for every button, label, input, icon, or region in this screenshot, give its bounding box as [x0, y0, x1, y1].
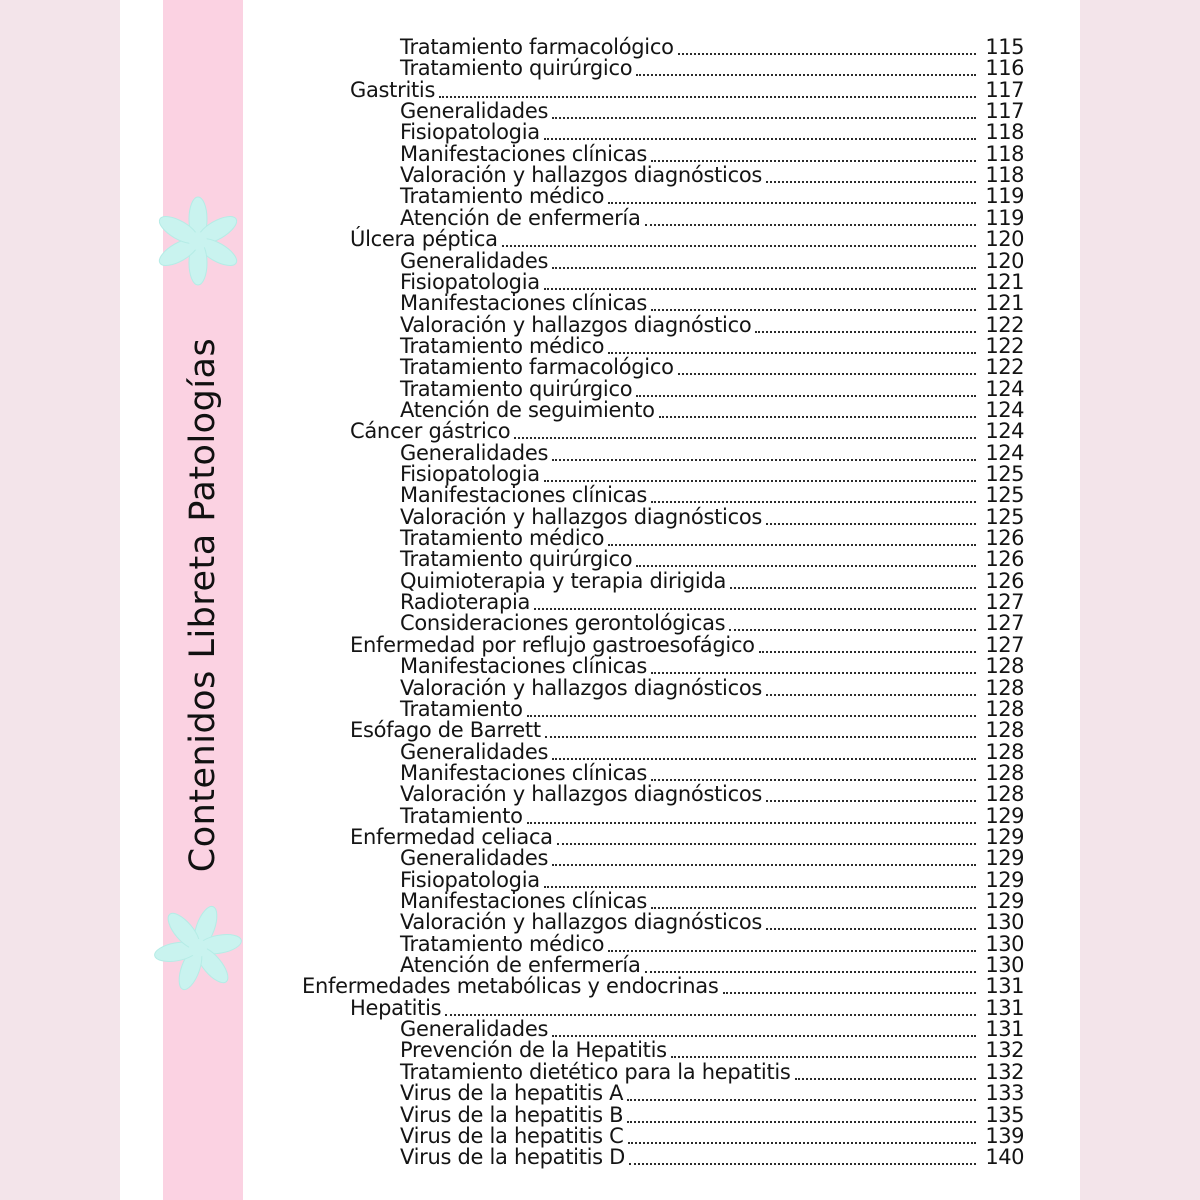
toc-entry: [400, 656, 1024, 677]
toc-entry-label: Virus de la hepatitis A: [400, 1081, 624, 1106]
toc-entry-page-number: 129: [985, 803, 1024, 828]
toc-entry-label: Tratamiento quirúrgico: [400, 376, 633, 401]
toc-entry-page-number: 127: [985, 611, 1024, 636]
toc-entry-page-number: 122: [985, 333, 1024, 358]
toc-entry: [400, 739, 1024, 764]
toc-entry: [400, 440, 1024, 465]
toc-entry-page-number: 140: [985, 1145, 1024, 1170]
toc-entry: [400, 1083, 1024, 1104]
toc-entry-page-number: 124: [985, 376, 1024, 401]
toc-entry-label: Prevención de la Hepatitis: [400, 1038, 667, 1063]
toc-entry-label: Valoración y hallazgos diagnósticos: [400, 782, 763, 807]
asterisk-flower-icon: [152, 902, 244, 994]
toc-entry: [400, 848, 1024, 869]
toc-entry-page-number: 132: [985, 1059, 1024, 1084]
toc-entry: [400, 867, 1024, 892]
toc-entry-label: Cáncer gástrico: [350, 419, 511, 444]
dot-leader: [766, 181, 976, 183]
dot-leader: [627, 1121, 976, 1123]
toc-entry-label: Tratamiento médico: [400, 184, 605, 209]
toc-entry: [400, 784, 1024, 805]
toc-entry: [400, 1102, 1024, 1127]
toc-entry-label: Consideraciones gerontológicas: [400, 611, 726, 636]
toc-entry-page-number: 117: [985, 99, 1024, 124]
toc-entry-page-number: 133: [985, 1081, 1024, 1106]
toc-entry: [400, 269, 1024, 294]
dot-leader: [627, 1099, 976, 1101]
dot-leader: [651, 779, 976, 781]
toc-entry: [400, 912, 1024, 933]
toc-entry: [400, 549, 1024, 570]
toc-entry-page-number: 120: [985, 227, 1024, 252]
toc-entry: [350, 720, 1024, 741]
toc-entry: [400, 37, 1024, 58]
dot-leader: [544, 138, 976, 140]
toc-entry-label: Atención de enfermería: [400, 205, 641, 230]
toc-entry-page-number: 131: [985, 1017, 1024, 1042]
toc-entry: [400, 58, 1024, 79]
dot-leader: [608, 950, 976, 952]
toc-entry: [400, 675, 1024, 700]
dot-leader: [552, 758, 976, 760]
toc-entry: [400, 165, 1024, 186]
toc-entry: [400, 248, 1024, 273]
dot-leader: [678, 373, 976, 375]
toc-entry-label: Manifestaciones clínicas: [400, 889, 648, 913]
dot-leader: [759, 651, 976, 653]
toc-entry-label: Generalidades: [400, 739, 549, 764]
dot-leader: [629, 1163, 976, 1165]
toc-entry: [400, 186, 1024, 207]
dot-leader: [552, 459, 976, 461]
toc-entry-page-number: 135: [985, 1102, 1024, 1127]
toc-entry: [400, 357, 1024, 378]
dot-leader: [545, 736, 976, 738]
dot-leader: [766, 800, 976, 802]
toc-entry-page-number: 126: [985, 526, 1024, 551]
toc-entry-page-number: 128: [985, 696, 1024, 721]
toc-entry-label: Esófago de Barrett: [350, 718, 541, 743]
toc-entry-label: Manifestaciones clínicas: [400, 483, 648, 508]
toc-entry: [400, 1040, 1024, 1061]
toc-entry: [400, 485, 1024, 506]
toc-entry-label: Valoración y hallazgos diagnóstico: [400, 312, 752, 337]
dot-leader: [552, 117, 976, 119]
asterisk-flower-icon: [152, 195, 244, 287]
toc-entry-label: Tratamiento quirúrgico: [400, 547, 633, 572]
dot-leader: [795, 1078, 976, 1080]
dot-leader: [534, 608, 976, 610]
toc-entry-label: Virus de la hepatitis B: [400, 1102, 624, 1127]
toc-entry-page-number: 125: [985, 483, 1024, 508]
toc-entry-label: Enfermedades metabólicas y endocrinas: [302, 974, 719, 999]
toc-entry-label: Virus de la hepatitis C: [400, 1123, 624, 1148]
toc-entry-page-number: 122: [985, 355, 1024, 380]
dot-leader: [527, 715, 976, 717]
toc-entry: [400, 312, 1024, 337]
toc-entry-label: Tratamiento médico: [400, 333, 605, 358]
dot-leader: [445, 1014, 976, 1016]
toc-entry-page-number: 139: [985, 1123, 1024, 1148]
toc-entry: [400, 613, 1024, 634]
toc-entry: [400, 931, 1024, 956]
dot-leader: [645, 971, 976, 973]
toc-entry: [400, 141, 1024, 166]
toc-entry-page-number: 124: [985, 440, 1024, 465]
toc-entry: [400, 1059, 1024, 1084]
toc-entry-label: Hepatitis: [350, 995, 442, 1020]
toc-entry: [400, 696, 1024, 721]
dot-leader: [645, 224, 976, 226]
toc-entry-label: Atención de enfermería: [400, 953, 641, 978]
toc-entry-page-number: 132: [985, 1038, 1024, 1063]
toc-entry: [400, 397, 1024, 422]
dot-leader: [636, 395, 976, 397]
dot-leader: [636, 74, 976, 76]
dot-leader: [636, 565, 976, 567]
toc-entry-page-number: 117: [985, 77, 1024, 102]
dot-leader: [651, 309, 976, 311]
toc-entry-page-number: 121: [985, 269, 1024, 294]
toc-entry-label: Fisiopatologia: [400, 120, 540, 145]
toc-entry-label: Manifestaciones clínicas: [400, 291, 648, 316]
toc-entry-label: Úlcera péptica: [350, 227, 498, 252]
dot-leader: [544, 480, 976, 482]
toc-entry: [400, 1147, 1024, 1168]
toc-entry-page-number: 128: [985, 739, 1024, 764]
toc-entry-label: Fisiopatologia: [400, 867, 540, 892]
dot-leader: [608, 544, 976, 546]
toc-entry-page-number: 129: [985, 824, 1024, 849]
toc-entry-page-number: 124: [985, 397, 1024, 422]
toc-entry-page-number: 118: [985, 120, 1024, 145]
toc-entry-page-number: 127: [985, 590, 1024, 615]
toc-entry: [400, 333, 1024, 358]
toc-entry-page-number: 128: [985, 718, 1024, 743]
toc-entry-page-number: 128: [985, 654, 1024, 679]
toc-entry-page-number: 120: [985, 248, 1024, 273]
toc-entry: [400, 760, 1024, 785]
dot-leader: [557, 843, 976, 845]
toc-entry: [400, 803, 1024, 828]
toc-entry: [400, 464, 1024, 485]
toc-entry: [350, 632, 1024, 657]
toc-entry-label: Tratamiento quirúrgico: [400, 56, 633, 81]
toc-entry-label: Generalidades: [400, 1017, 549, 1042]
toc-entry-page-number: 130: [985, 910, 1024, 935]
toc-entry-page-number: 121: [985, 291, 1024, 316]
toc-entry-label: Atención de seguimiento: [400, 397, 655, 422]
toc-entry: [350, 995, 1024, 1020]
dot-leader: [766, 694, 976, 696]
toc-entry-page-number: 122: [985, 312, 1024, 337]
dot-leader: [755, 331, 976, 333]
toc-entry: [350, 824, 1024, 849]
toc-entry-page-number: 129: [985, 846, 1024, 871]
dot-leader: [651, 501, 976, 503]
toc-entry-page-number: 130: [985, 931, 1024, 956]
toc-entry-page-number: 119: [985, 205, 1024, 230]
toc-entry: [400, 293, 1024, 314]
toc-entry-label: Enfermedad celiaca: [350, 824, 553, 849]
toc-entry-page-number: 129: [985, 889, 1024, 913]
toc-entry: [400, 1123, 1024, 1148]
toc-entry-label: Tratamiento: [400, 696, 523, 721]
toc-entry: [400, 122, 1024, 143]
toc-entry-page-number: 125: [985, 462, 1024, 486]
dot-leader: [671, 1056, 976, 1058]
toc-entry-page-number: 131: [985, 974, 1024, 999]
toc-entry-label: Virus de la hepatitis D: [400, 1145, 626, 1170]
toc-entry-page-number: 126: [985, 568, 1024, 593]
toc-entry-label: Manifestaciones clínicas: [400, 141, 648, 166]
dot-leader: [723, 992, 977, 994]
toc-entry-page-number: 119: [985, 184, 1024, 209]
dot-leader: [766, 523, 976, 525]
toc-entry: [400, 205, 1024, 230]
dot-leader: [651, 160, 976, 162]
toc-entry-label: Generalidades: [400, 99, 549, 124]
toc-entry: [400, 376, 1024, 401]
dot-leader: [552, 267, 976, 269]
dot-leader: [552, 1035, 976, 1037]
toc-entry-label: Tratamiento farmacológico: [400, 35, 674, 59]
dot-leader: [730, 587, 976, 589]
toc-entry-label: Manifestaciones clínicas: [400, 760, 648, 785]
dot-leader: [544, 886, 976, 888]
dot-leader: [502, 245, 976, 247]
dot-leader: [544, 288, 976, 290]
dot-leader: [439, 96, 976, 98]
toc-entry-label: Tratamiento: [400, 803, 523, 828]
dot-leader: [552, 864, 976, 866]
toc-entry-page-number: 126: [985, 547, 1024, 572]
dot-leader: [514, 437, 976, 439]
toc-entry-label: Valoración y hallazgos diagnósticos: [400, 910, 763, 935]
toc-entry-label: Valoración y hallazgos diagnósticos: [400, 675, 763, 700]
toc-entry-page-number: 128: [985, 675, 1024, 700]
toc-entry: [350, 77, 1024, 102]
toc-entry-label: Generalidades: [400, 440, 549, 465]
dot-leader: [527, 822, 976, 824]
toc-entry-label: Radioterapia: [400, 590, 531, 615]
dot-leader: [766, 928, 976, 930]
toc-entry: [350, 421, 1024, 442]
dot-leader: [608, 202, 976, 204]
dot-leader: [678, 53, 976, 55]
toc-entry: [400, 592, 1024, 613]
toc-entry: [350, 229, 1024, 250]
dot-leader: [729, 629, 976, 631]
toc-entry-label: Manifestaciones clínicas: [400, 654, 648, 679]
dot-leader: [608, 352, 976, 354]
toc-entry: [400, 101, 1024, 122]
toc-entry: [400, 955, 1024, 976]
toc-entry: [400, 1019, 1024, 1040]
toc-entry: [400, 568, 1024, 593]
toc-entry-page-number: 131: [985, 995, 1024, 1020]
toc-entry-label: Tratamiento médico: [400, 526, 605, 551]
sidebar-title: Contenidos Libreta Patologías: [183, 337, 223, 873]
dot-leader: [628, 1142, 976, 1144]
toc-entry-page-number: 115: [985, 35, 1024, 59]
dot-leader: [651, 907, 976, 909]
toc-entry-page-number: 116: [985, 56, 1024, 81]
toc-entry: [400, 504, 1024, 529]
toc-entry-label: Generalidades: [400, 248, 549, 273]
toc-entry: [400, 891, 1024, 912]
toc-entry-label: Valoración y hallazgos diagnósticos: [400, 504, 763, 529]
toc-entry: [302, 976, 1024, 997]
toc-entry: [400, 528, 1024, 549]
toc-entry-page-number: 118: [985, 141, 1024, 166]
toc-entry-label: Tratamiento farmacológico: [400, 355, 674, 380]
toc-entry-label: Gastritis: [350, 77, 436, 102]
toc-entry-page-number: 128: [985, 760, 1024, 785]
toc-entry-page-number: 125: [985, 504, 1024, 529]
toc-entry-page-number: 129: [985, 867, 1024, 892]
toc-entry-label: Enfermedad por reflujo gastroesofágico: [350, 632, 755, 657]
toc-entry-label: Quimioterapia y terapia dirigida: [400, 568, 727, 593]
dot-leader: [651, 672, 976, 674]
toc-entry-page-number: 124: [985, 419, 1024, 444]
toc-entry-page-number: 127: [985, 632, 1024, 657]
toc-entry-label: Generalidades: [400, 846, 549, 871]
toc-entry-page-number: 128: [985, 782, 1024, 807]
toc-entry-label: Fisiopatologia: [400, 269, 540, 294]
dot-leader: [659, 416, 976, 418]
toc-entry-label: Valoración y hallazgos diagnósticos: [400, 163, 763, 188]
toc-entry-label: Tratamiento dietético para la hepatitis: [400, 1059, 791, 1084]
toc-entry-label: Fisiopatologia: [400, 462, 540, 486]
toc-entry-label: Tratamiento médico: [400, 931, 605, 956]
toc-entry-page-number: 130: [985, 953, 1024, 978]
toc-entry-page-number: 118: [985, 163, 1024, 188]
